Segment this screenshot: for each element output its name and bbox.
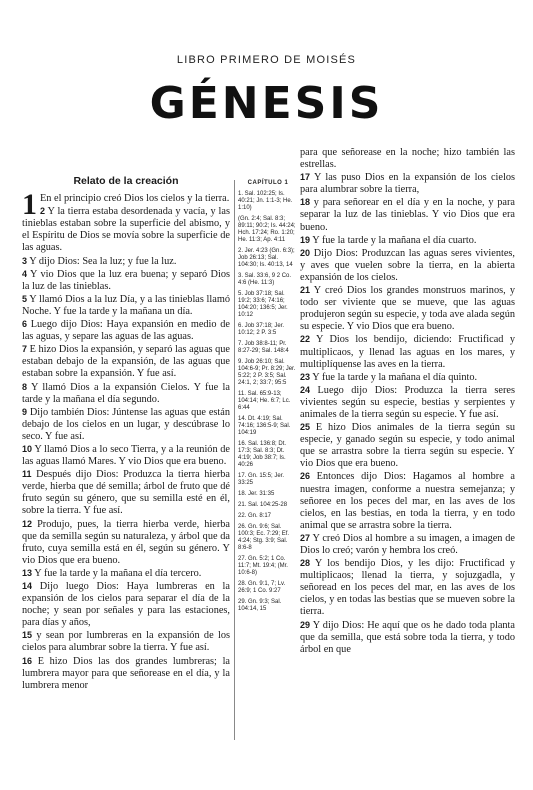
reference-entry: 3. Sal. 33:6, 9 2 Co. 4:6 (He. 11:3): [238, 273, 292, 286]
verse: [300, 284, 515, 333]
verse: [300, 470, 515, 531]
verse-number: 4: [22, 268, 28, 279]
verse: [300, 234, 515, 247]
verse-number: 26: [300, 471, 311, 482]
chapter-label: CAPÍTULO 1: [247, 180, 289, 186]
verse: [22, 567, 230, 580]
reference-entry: 28. Gn. 9:1, 7; Lv. 26:9; 1 Co. 9:27: [238, 581, 286, 594]
verse-text: Produjo, pues, la tierra hierba verde, hierba que da semilla según su naturaleza, y árbol que da fruto, cuya semilla está en él, según su género. Y vio Dios que era bueno.: [22, 518, 230, 566]
verse-number: 7: [22, 344, 28, 355]
reference-entry: 21. Sal. 104:25-28: [238, 502, 288, 508]
reference-entry: 9. Job 26:10; Sal. 104:6-9; Pr. 8:29; Jer. 5:22; 2 P. 3:5; Sal. 24:1, 2; 33:7; 95:5: [238, 359, 296, 386]
verse: [22, 580, 230, 629]
verse: [22, 293, 230, 318]
reference-entry: 2. Jer. 4:23 (Gn. 6:3); Job 26:13; Sal. 104:30; Is. 40:13, 14: [238, 248, 295, 268]
reference-entry: (Gn. 2:4; Sal. 8:3; 89:11; 90:2; Is. 44:24; Hch. 17:24; Ro. 1:20; He. 11:3; Ap. 4:11: [238, 216, 296, 243]
verse-number: 27: [300, 532, 311, 543]
verse-number: 13: [22, 567, 33, 578]
verse: [22, 381, 230, 406]
verse-text: E hizo Dios la expansión, y separó las aguas que estaban debajo de la expansión, de las aguas que estaban sobre la expansión. Y fue así.: [22, 344, 231, 380]
verse-text: Y la tierra estaba desordenada y vacía, y las tinieblas estaban sobre la superficie del abismo, y el Espíritu de Dios se movía sobre la superficie de las aguas.: [22, 206, 230, 254]
verse: [22, 205, 230, 254]
verse: [22, 468, 230, 517]
reference-entry: 16. Sal. 136:8; Dt. 17:3; Sal. 8:3; Dt. 4:19; Job 38:7; Is. 40:26: [238, 441, 287, 468]
reference-entry: 11. Sal. 65:9-13; 104:14; He. 6:7; Lc. 6:44: [238, 391, 291, 411]
cross-references: [234, 180, 298, 740]
verse-text: Luego dijo Dios: Produzca la tierra seres vivientes según su especie, bestias y serpientes y animales de la tierra según su especie. Y fue así.: [300, 384, 515, 420]
verse: [300, 532, 515, 557]
verse: [300, 619, 515, 656]
verse-number: 9: [22, 406, 28, 417]
verse-number: 1: [22, 188, 37, 222]
reference-entry: 29. Gn. 9:3; Sal. 104:14, 15: [238, 599, 282, 612]
verse: [22, 255, 230, 268]
verse-number: 22: [300, 334, 311, 345]
verse-number: 12: [22, 518, 33, 529]
verse: [22, 406, 230, 443]
verse: [300, 384, 515, 421]
verse: [22, 518, 230, 567]
verse-number: 18: [300, 197, 311, 208]
verse-text: Y llamó Dios a lo seco Tierra, y a la reunión de las aguas llamó Mares. Y vio Dios que era bueno.: [22, 443, 230, 468]
verse: [22, 343, 230, 380]
verse: [300, 147, 515, 171]
verse: [300, 371, 515, 384]
verse-text: Y llamó Dios a la luz Día, y a las tinieblas llamó Noche. Y fue la tarde y la mañana un día.: [22, 293, 230, 317]
verse-text: Y llamó Dios a la expansión Cielos. Y fue la tarde y la mañana el día segundo.: [22, 381, 230, 405]
right-column: [300, 147, 515, 656]
verse-number: 20: [300, 247, 311, 258]
verse-text: Y los bendijo Dios, y les dijo: Fructificad y multiplicaos; llenad la tierra, y sojuzgadla, y señoread en los peces del mar, en las aves de los cielos, y en todas las bestias que se mueven sobre la tierra.: [300, 558, 515, 618]
verse-text: Y dijo Dios: Sea la luz; y fue la luz.: [29, 255, 177, 267]
verse-text: y sean por lumbreras en la expansión de los cielos para alumbrar sobre la tierra. Y fue así.: [22, 630, 231, 654]
verse-number: 14: [22, 581, 33, 591]
book-title: GÉNESIS: [149, 78, 384, 129]
verse-text: Dijo también Dios: Júntense las aguas que están debajo de los cielos en un lugar, y descúbrase lo seco. Y fue así.: [22, 406, 230, 442]
verse: [22, 443, 230, 468]
reference-entry: 22. Gn. 8:17: [238, 513, 272, 519]
verse-number: 25: [300, 422, 311, 433]
reference-entry: 18. Jer. 31:35: [238, 491, 275, 497]
reference-entry: 6. Job 37:18; Jer. 10:12; 2 P. 3:5: [238, 323, 285, 336]
reference-entry: 7. Job 38:8-11; Pr. 8:27-29; Sal. 148:4: [238, 341, 289, 354]
verse: [300, 171, 515, 196]
verse-number: 29: [300, 619, 311, 630]
verse: [300, 196, 515, 233]
verse-number: 11: [22, 469, 32, 480]
verse-number: 5: [22, 293, 28, 304]
verse-number: 28: [300, 558, 311, 569]
verse-number: 8: [22, 381, 28, 392]
reference-entry: 5. Job 37:18; Sal. 19:2; 33:6; 74:16; 104:20; 136:5; Jer. 10:12: [238, 291, 288, 318]
verse-number: 3: [22, 255, 28, 266]
reference-entry: 1. Sal. 102:25; Is. 40:21; Jn. 1:1-3; He. 1:10): [238, 191, 293, 211]
reference-entry: 26. Gn. 9:6; Sal. 100:3; Ec. 7:29; Ef. 4:24; Stg. 3:9; Sal. 8:6-8: [238, 524, 290, 551]
verse: [300, 557, 515, 618]
verse-text: Entonces dijo Dios: Hagamos al hombre a nuestra imagen, conforme a nuestra semejanza; y señoree en los peces del mar, en las aves de los cielos, en las bestias, en toda la tierra, y en todo animal que se arrastra sobre la tierra.: [300, 471, 515, 531]
verse-text: para que señorease en la noche; hizo también las estrellas.: [300, 147, 515, 171]
verse-text: E hizo Dios animales de la tierra según su especie, y ganado según su especie, y todo animal que se arrastra sobre la tierra según su especie. Y vio Dios que era bueno.: [300, 422, 515, 470]
verse: [300, 421, 515, 470]
reference-entry: 27. Gn. 5:2; 1 Co. 11:7; Mt. 19:4; (Mr. 10:6-8): [238, 556, 288, 576]
verse-number: 16: [22, 655, 33, 666]
verse-text: Después dijo Dios: Produzca la tierra hierba verde, hierba que dé semilla; árbol de fruto que dé fruto según su género, que su semilla esté en él, sobre la tierra. Y fue así.: [22, 469, 231, 517]
verse: [300, 247, 515, 284]
verse-text: Y creó Dios los grandes monstruos marinos, y todo ser viviente que se mueve, que las aguas produjeron según su especie, y toda ave alada según su especie. Y vio Dios que era bueno.: [300, 285, 515, 333]
verse-text: Luego dijo Dios: Haya expansión en medio de las aguas, y separe las aguas de las aguas.: [22, 319, 230, 343]
verse-text: Y dijo Dios: He aquí que os he dado toda planta que da semilla, que está sobre toda la tierra, y todo árbol en que: [300, 619, 515, 655]
verse-number: 2: [40, 206, 46, 217]
verse-text: Y fue la tarde y la mañana el día cuarto.: [312, 234, 477, 246]
verse-number: 23: [300, 371, 311, 382]
verse-number: 19: [300, 234, 311, 245]
verse-number: 17: [300, 172, 311, 183]
reference-entry: 17. Gn. 15:5; Jer. 33:25: [238, 473, 285, 486]
verse: [22, 188, 230, 222]
verse-text: Y vio Dios que la luz era buena; y separó Dios la luz de las tinieblas.: [22, 268, 230, 292]
section-heading: Relato de la creación: [73, 175, 179, 187]
verse-number: 21: [300, 285, 311, 296]
verse-text: Dijo Dios: Produzcan las aguas seres vivientes, y aves que vuelen sobre la tierra, en la abierta expansión de los cielos.: [300, 247, 515, 283]
verse: [22, 268, 230, 293]
reference-entry: 14. Dt. 4:19; Sal. 74:16; 136:5-9; Sal. 104:19: [238, 416, 291, 436]
verse-text: Y creó Dios al hombre a su imagen, a imagen de Dios lo creó; varón y hembra los creó.: [300, 532, 515, 556]
verse-text: E hizo Dios las dos grandes lumbreras; la lumbrera mayor para que señorease en el día, y la lumbrera menor: [22, 655, 231, 691]
verse-text: Y las puso Dios en la expansión de los cielos para alumbrar sobre la tierra,: [300, 172, 515, 196]
verse-text: En el principio creó Dios los cielos y la tierra.: [40, 193, 230, 205]
verse-number: 15: [22, 630, 33, 641]
verse-number: 6: [22, 319, 28, 330]
verse-text: Y fue la tarde y la mañana el día quinto.: [312, 371, 478, 383]
book-subtitle: LIBRO PRIMERO DE MOISÉS: [176, 54, 357, 66]
verse: [300, 333, 515, 370]
verse-text: y para señorear en el día y en la noche, y para separar la luz de las tinieblas. Y vio Dios que era bueno.: [300, 197, 515, 233]
verse-number: 10: [22, 443, 33, 454]
left-column: [22, 175, 230, 692]
verse: [22, 655, 230, 692]
verse-number: 24: [300, 384, 311, 395]
verse: [22, 629, 230, 654]
verse: [22, 318, 230, 343]
verse-text: Y fue la tarde y la mañana el día tercero.: [34, 567, 202, 579]
verse-text: Dijo luego Dios: Haya lumbreras en la expansión de los cielos para separar el día de la noche; y sean por señales y para las estaciones, para días y años,: [22, 581, 230, 629]
verse-text: Y Dios los bendijo, diciendo: Fructificad y multiplicaos, y llenad las aguas en los mares, y multiplíquense las aves en la tierra.: [300, 334, 515, 370]
